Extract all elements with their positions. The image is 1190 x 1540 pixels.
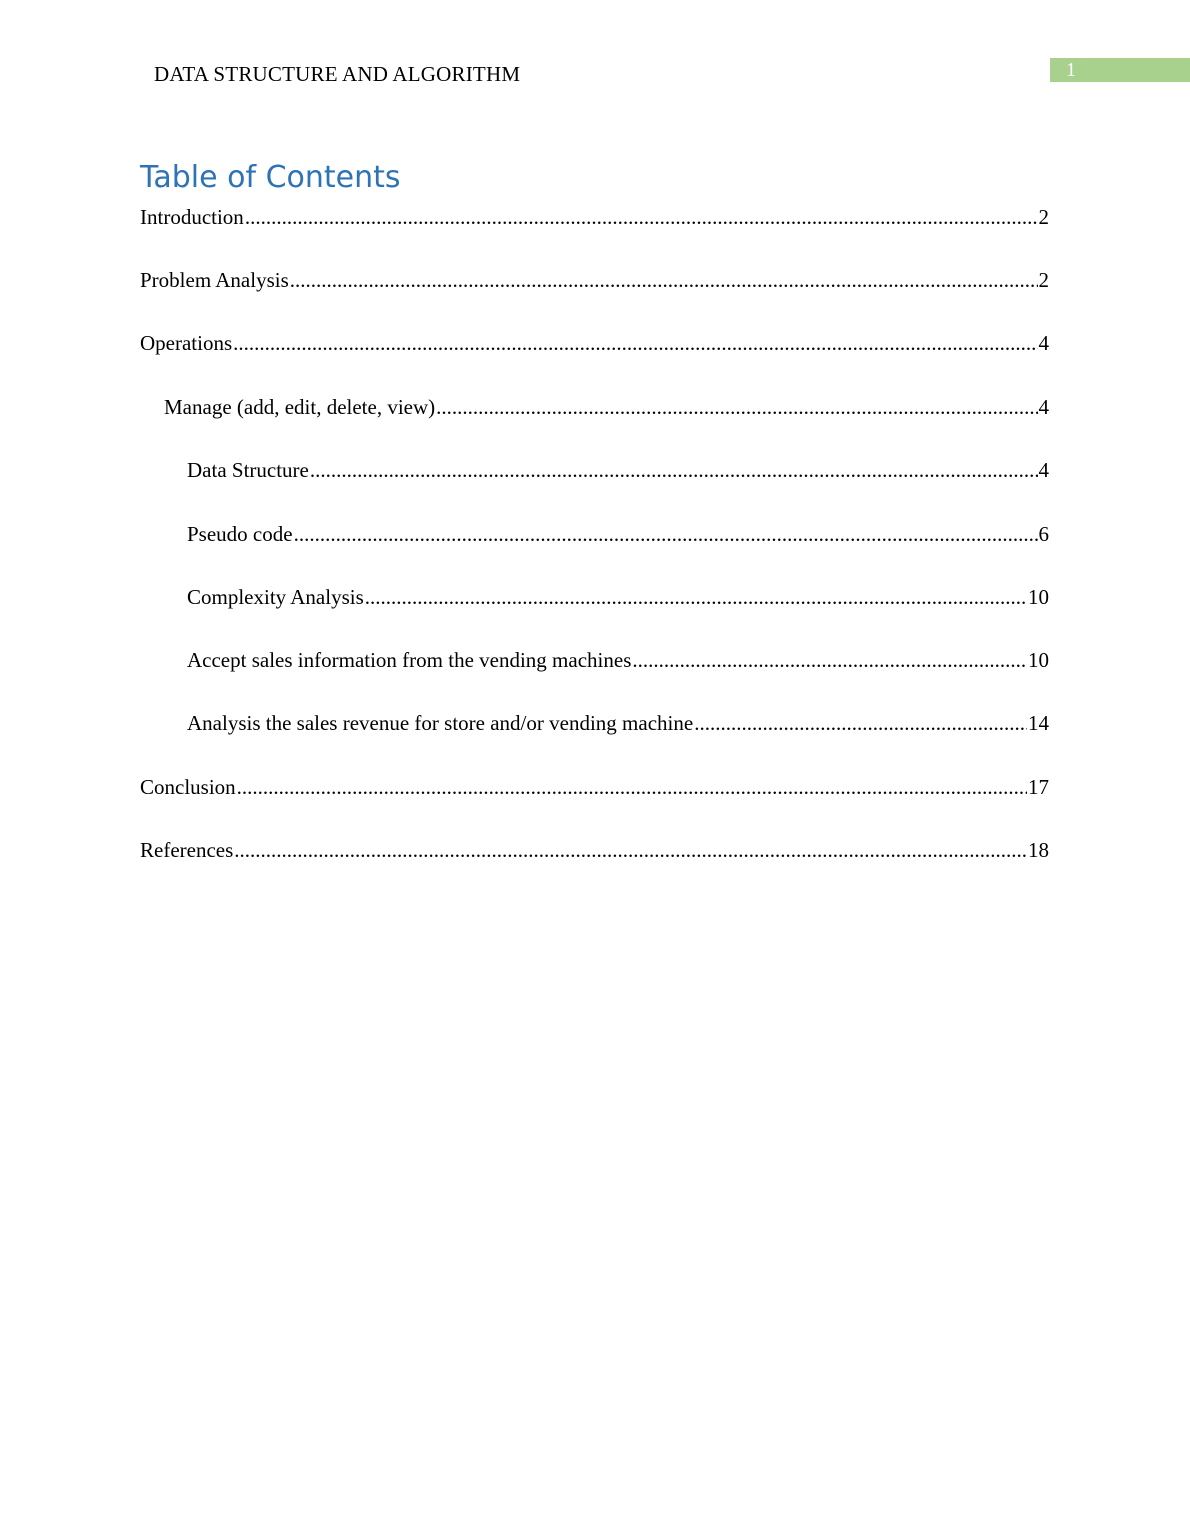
running-header-title: DATA STRUCTURE AND ALGORITHM xyxy=(154,62,521,86)
toc-entry-page: 4 xyxy=(1038,395,1049,419)
toc-entry-label: References xyxy=(140,838,234,862)
toc-entry-complexity-analysis[interactable] xyxy=(187,582,1049,612)
page-number-tab xyxy=(1050,58,1190,82)
toc-entry-label: Problem Analysis xyxy=(140,268,289,292)
toc-entry-manage[interactable] xyxy=(164,392,1049,422)
toc-dot-leader xyxy=(310,455,1038,485)
toc-entry-page: 2 xyxy=(1038,205,1049,229)
toc-entry-references[interactable] xyxy=(140,835,1049,865)
toc-entry-page: 4 xyxy=(1038,458,1049,482)
toc-entry-page: 10 xyxy=(1028,585,1049,609)
toc-entry-label: Manage (add, edit, delete, view) xyxy=(164,395,436,419)
toc-dot-leader xyxy=(237,772,1027,802)
toc-entry-label: Introduction xyxy=(140,205,244,229)
toc-entry-label: Data Structure xyxy=(187,458,309,482)
toc-heading: Table of Contents xyxy=(140,160,401,195)
toc-entry-introduction[interactable] xyxy=(140,202,1049,232)
toc-dot-leader xyxy=(290,265,1038,295)
toc-entry-page: 17 xyxy=(1028,775,1049,799)
toc-dot-leader xyxy=(694,708,1027,738)
toc-entry-data-structure[interactable] xyxy=(187,455,1049,485)
toc-dot-leader xyxy=(365,582,1027,612)
toc-entry-label: Accept sales information from the vending machines xyxy=(187,648,632,672)
toc-entry-pseudo-code[interactable] xyxy=(187,519,1049,549)
toc-dot-leader xyxy=(436,392,1037,422)
toc-entry-label: Pseudo code xyxy=(187,522,293,546)
toc-entry-conclusion[interactable] xyxy=(140,772,1049,802)
toc-entry-label: Conclusion xyxy=(140,775,236,799)
page-number: 1 xyxy=(1066,59,1076,81)
toc-entry-label: Operations xyxy=(140,331,233,355)
toc-entry-label: Complexity Analysis xyxy=(187,585,364,609)
toc-dot-leader xyxy=(294,519,1038,549)
toc-dot-leader xyxy=(245,202,1038,232)
toc-entry-accept-sales[interactable] xyxy=(187,645,1049,675)
toc-entry-page: 6 xyxy=(1038,522,1049,546)
toc-dot-leader xyxy=(632,645,1027,675)
toc-entry-operations[interactable] xyxy=(140,328,1049,358)
toc-entry-page: 4 xyxy=(1038,331,1049,355)
toc-entry-problem-analysis[interactable] xyxy=(140,265,1049,295)
toc-entry-analysis-sales-revenue[interactable] xyxy=(187,708,1049,738)
toc-entry-label: Analysis the sales revenue for store and/or vending machine xyxy=(187,711,694,735)
toc-dot-leader xyxy=(233,328,1037,358)
toc-dot-leader xyxy=(234,835,1027,865)
toc-entry-page: 18 xyxy=(1028,838,1049,862)
toc-entry-page: 10 xyxy=(1028,648,1049,672)
toc-entry-page: 14 xyxy=(1028,711,1049,735)
toc-entry-page: 2 xyxy=(1038,268,1049,292)
